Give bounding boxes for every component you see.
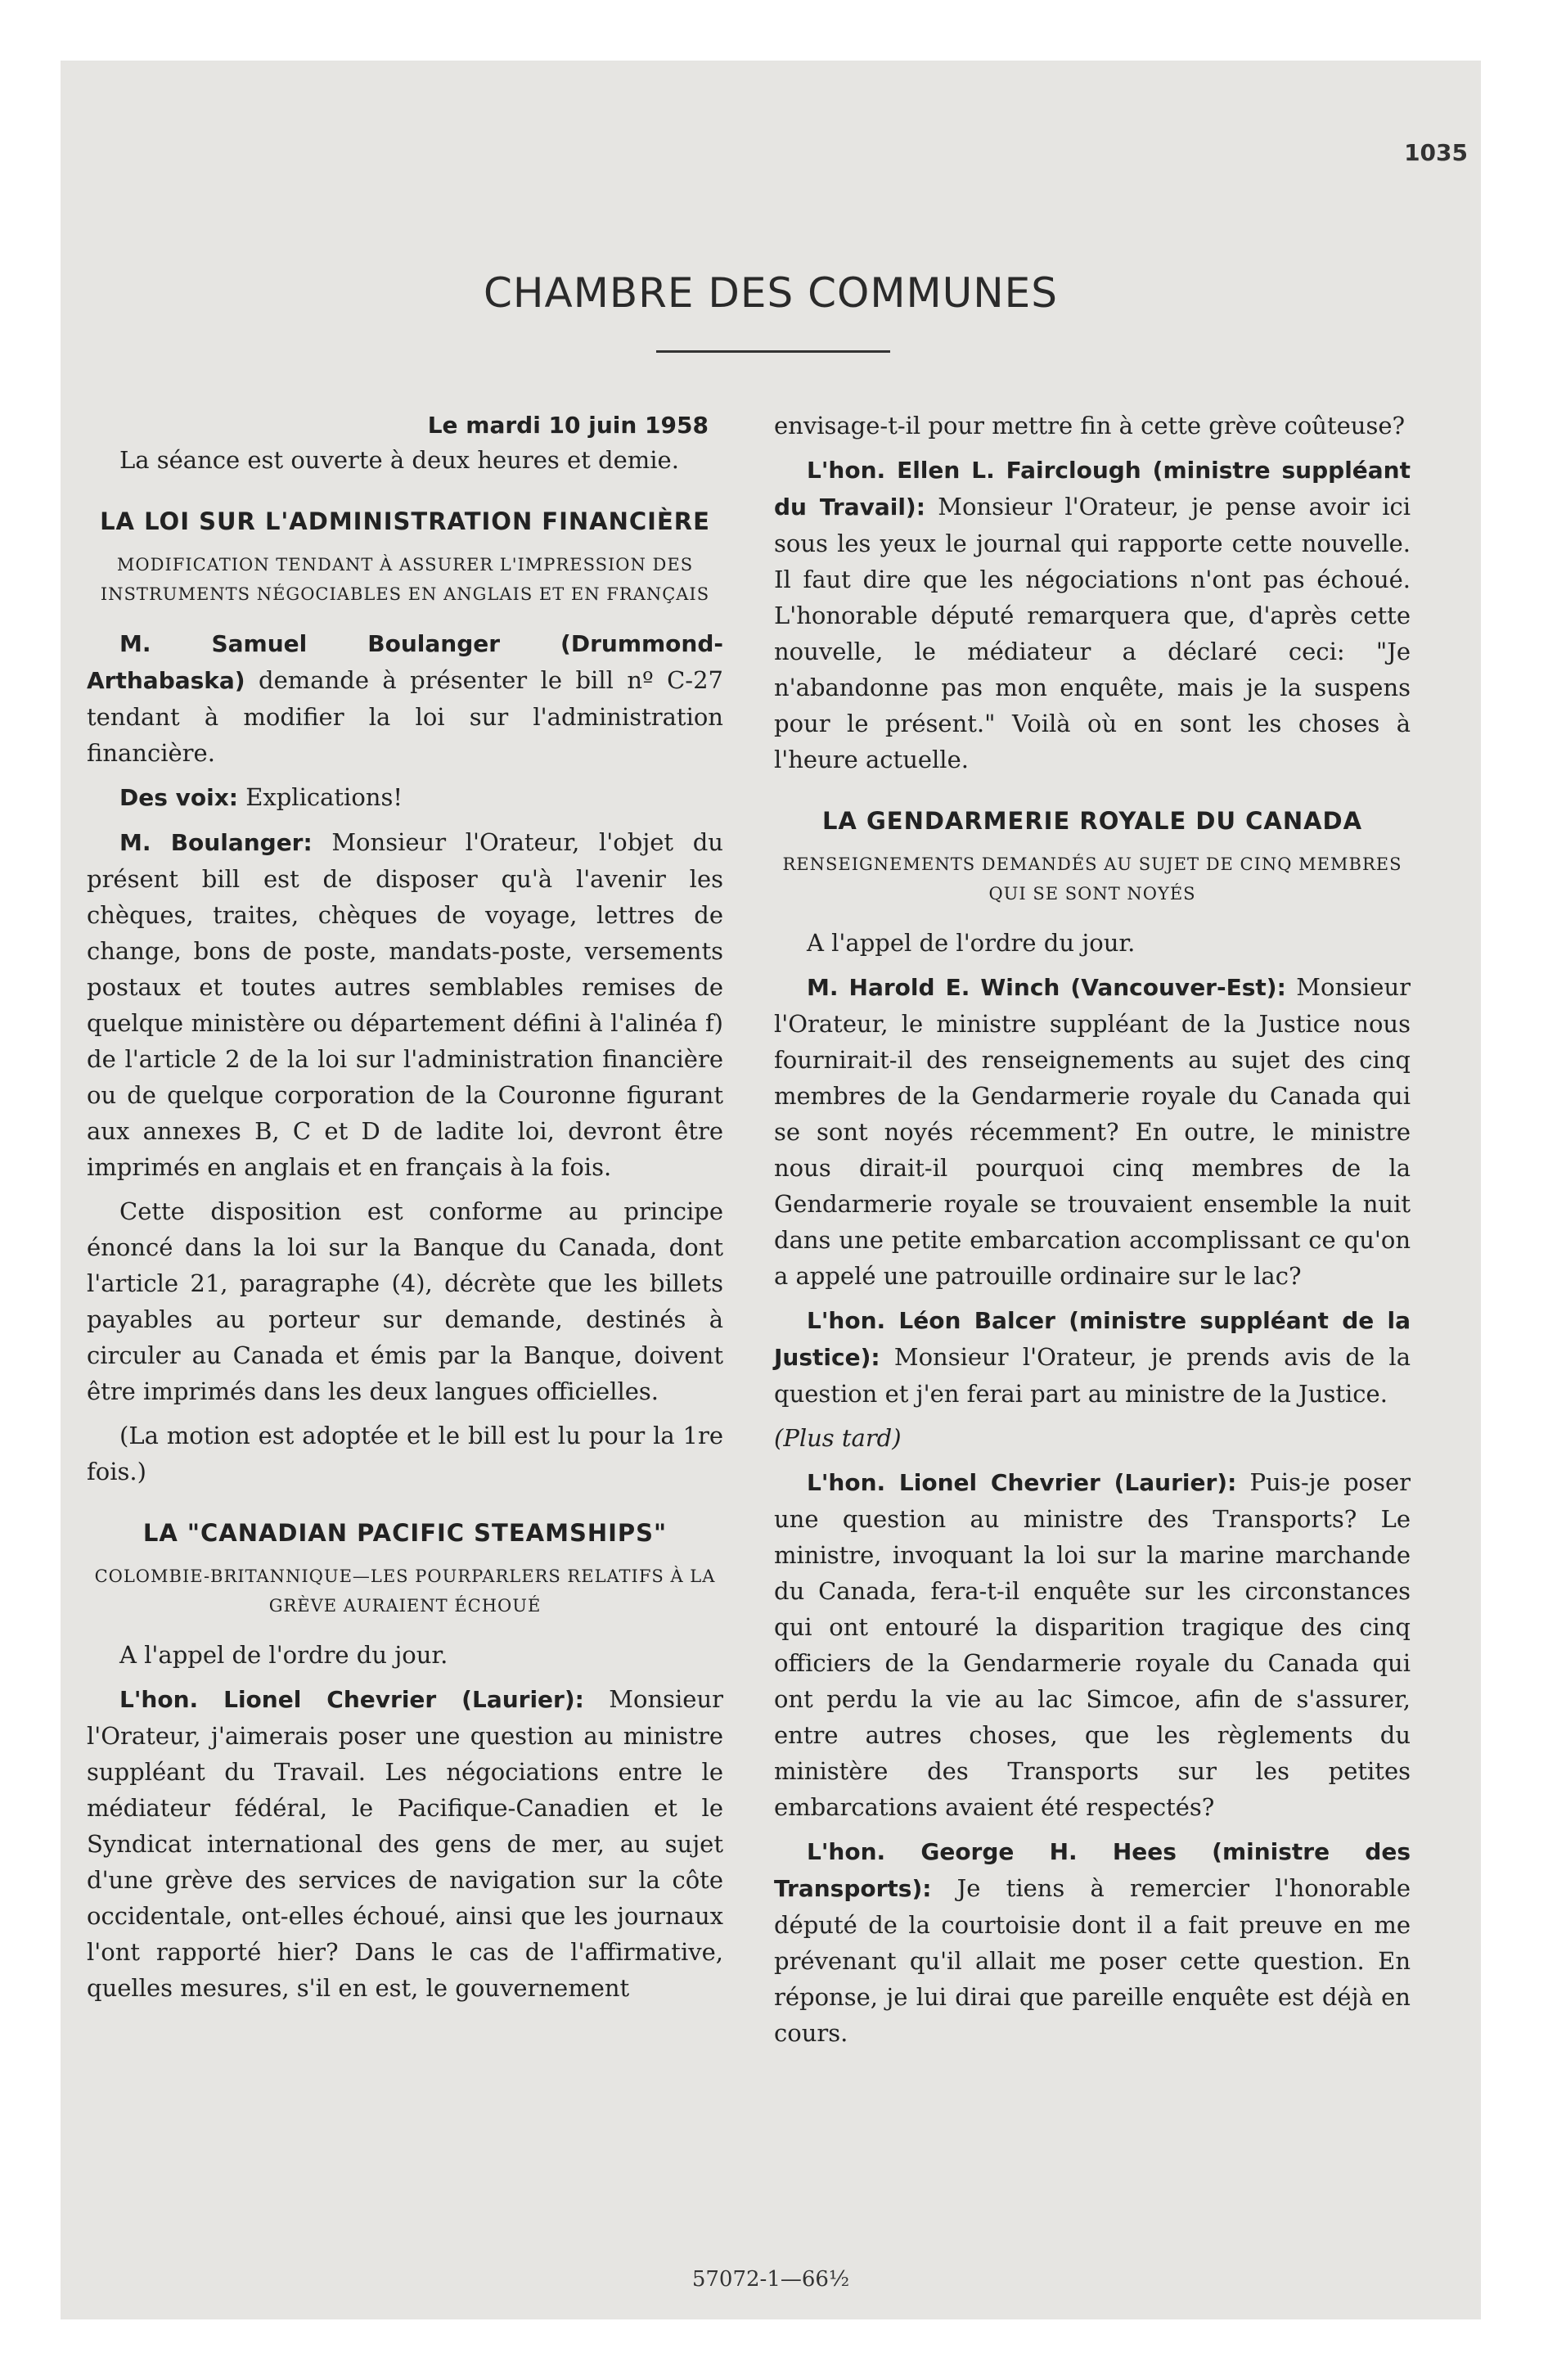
page-footer-code: 57072-1—66½ — [691, 2267, 850, 2292]
section-heading: LA "CANADIAN PACIFIC STEAMSHIPS" — [142, 1519, 668, 1547]
speaker-name: L'hon. Lionel Chevrier (Laurier): — [807, 1469, 1237, 1496]
page-title: CHAMBRE DES COMMUNES — [484, 269, 1058, 317]
speaker-name: L'hon. Léon Balcer (ministre suppléant de la Justice): — [774, 1307, 1411, 1371]
speaker-name: M. Boulanger: — [119, 829, 313, 856]
speech-text: Monsieur l'Orateur, je pense avoir ici sous les yeux le journal qui rapporte cette nouvelle. Il faut dire que les négociations n'ont pas échoué. L'honorable député remarquera que, d'après cette nouvelle, le médiateur a déclaré ceci: "Je n'abandonne pas mon enquête, mais je la suspens pour le présent." Voilà où en sont les choses à l'heure actuelle. — [774, 493, 1411, 773]
paragraph — [774, 1464, 1411, 1825]
paragraph: A l'appel de l'ordre du jour. — [119, 1641, 448, 1669]
speech-text: Monsieur l'Orateur, je prends avis de la question et j'en ferai part au ministre de la Justice. — [774, 1343, 1411, 1408]
speech-text: Explications! — [238, 783, 403, 811]
page-number: 1035 — [1404, 139, 1468, 166]
paragraph — [87, 779, 723, 816]
speaker-name: L'hon. Lionel Chevrier (Laurier): — [119, 1686, 584, 1713]
speaker-name: L'hon. George H. Hees (ministre des Transports): — [774, 1838, 1411, 1902]
paragraph — [87, 824, 723, 1185]
speech-text: Monsieur l'Orateur, j'aimerais poser une question au ministre suppléant du Travail. Les négociations entre le médiateur fédéral, le Pacifique-Canadien et le Syndicat international des gens de mer, au sujet d'une grève des services de navigation sur la côte occidentale, ont-elles échoué, ainsi que les journaux l'ont rapporté hier? Dans le cas de l'affirmative, quelles mesures, s'il en est, le gouvernement — [87, 1685, 723, 2002]
speaker-name: M. Harold E. Winch (Vancouver-Est): — [807, 974, 1286, 1001]
speech-text: Monsieur l'Orateur, l'objet du présent bill est de disposer qu'à l'avenir les chèques, traites, chèques de voyage, lettres de change, bons de poste, mandats-poste, versements postaux et toutes autres semblables remises de quelque ministère ou département défini à l'alinéa f) de l'article 2 de la loi sur l'administration financière ou de quelque corporation de la Couronne figurant aux annexes B, C et D de ladite loi, devront être imprimés en anglais et en français à la fois. — [87, 828, 723, 1181]
right-column — [774, 408, 1411, 2059]
section-subheading: MODIFICATION TENDANT À ASSURER L'IMPRESSION DES INSTRUMENTS NÉGOCIABLES EN ANGLAIS ET EN FRANÇAIS — [100, 555, 710, 604]
paragraph — [87, 1681, 723, 2006]
section-subheading: COLOMBIE-BRITANNIQUE—LES POURPARLERS RELATIFS À LA GRÈVE AURAIENT ÉCHOUÉ — [94, 1566, 716, 1616]
paragraph — [774, 1302, 1411, 1412]
speech-text: Puis-je poser une question au ministre des Transports? Le ministre, invoquant la loi sur la marine marchande du Canada, fera-t-il enquête sur les circonstances qui ont entouré la disparition tragique des cinq officiers de la Gendarmerie royale du Canada qui ont perdu la vie au lac Simcoe, afin de s'assurer, entre autres choses, que les règlements du ministère des Transports sur les petites embarcations avaient été respectés? — [774, 1468, 1411, 1821]
title-divider — [656, 350, 890, 353]
speaker-name: M. Samuel Boulanger (Drummond-Arthabaska) — [87, 630, 723, 694]
paragraph — [774, 1833, 1411, 2051]
later-note: (Plus tard) — [774, 1424, 902, 1452]
paragraph: A l'appel de l'ordre du jour. — [807, 929, 1136, 957]
opening-paragraph: La séance est ouverte à deux heures et demie. — [119, 446, 679, 474]
left-column — [87, 408, 723, 2014]
paragraph — [87, 625, 723, 771]
speaker-name: Des voix: — [119, 784, 238, 811]
speech-text: Je tiens à remercier l'honorable député de la courtoisie dont il a fait preuve en me prévenant qu'il allait me poser cette question. En réponse, je lui dirai que pareille enquête est déjà en cours. — [774, 1874, 1411, 2047]
section-heading: LA GENDARMERIE ROYALE DU CANADA — [821, 807, 1363, 835]
section-subheading: RENSEIGNEMENTS DEMANDÉS AU SUJET DE CINQ MEMBRES QUI SE SONT NOYÉS — [782, 854, 1402, 904]
section-heading: LA LOI SUR L'ADMINISTRATION FINANCIÈRE — [100, 507, 710, 535]
paragraph — [774, 969, 1411, 1294]
speech-text: demande à présenter le bill nº C-27 tendant à modifier la loi sur l'administration financière. — [87, 666, 723, 767]
speech-text: Monsieur l'Orateur, le ministre suppléant de la Justice nous fournirait-il des renseignements au sujet des cinq membres de la Gendarmerie royale du Canada qui se sont noyés récemment? En outre, le ministre nous dirait-il pourquoi cinq membres de la Gendarmerie royale se trouvaient ensemble la nuit dans une petite embarcation accomplissant ce qu'on a appelé une patrouille ordinaire sur le lac? — [774, 973, 1411, 1290]
paragraph: envisage-t-il pour mettre fin à cette grève coûteuse? — [774, 412, 1406, 439]
document-page — [61, 61, 1481, 2319]
paragraph — [774, 452, 1411, 778]
speaker-name: L'hon. Ellen L. Fairclough (ministre suppléant du Travail): — [774, 457, 1411, 521]
session-date: Le mardi 10 juin 1958 — [427, 412, 709, 439]
paragraph: (La motion est adoptée et le bill est lu pour la 1re fois.) — [87, 1422, 723, 1485]
paragraph: Cette disposition est conforme au principe énoncé dans la loi sur la Banque du Canada, dont l'article 21, paragraphe (4), décrète que les billets payables au porteur sur demande, destinés à circuler au Canada et émis par la Banque, doivent être imprimés dans les deux langues officielles. — [87, 1197, 723, 1405]
